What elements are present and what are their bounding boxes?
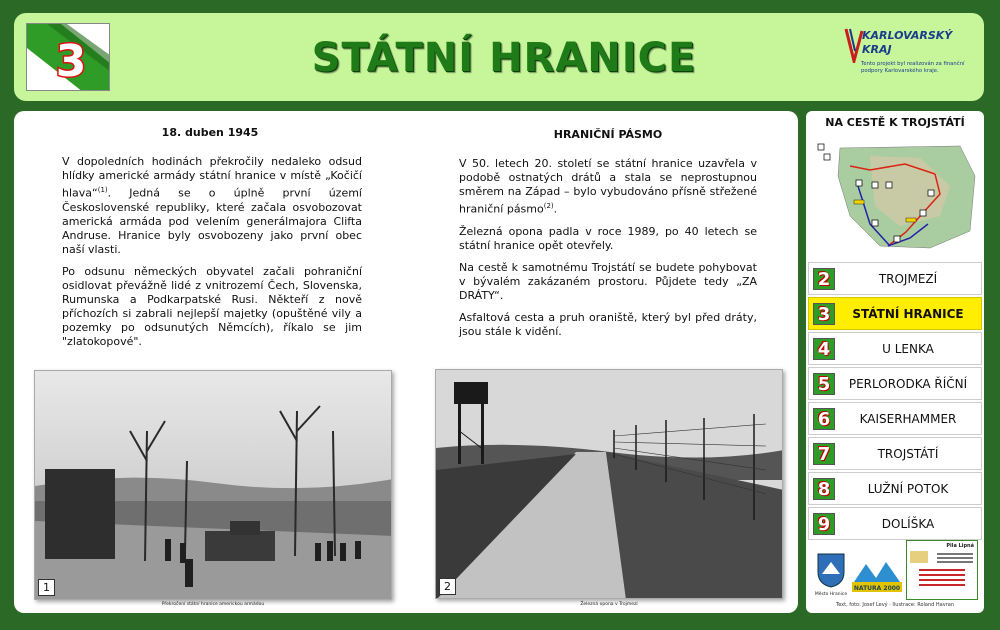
page-title: STÁTNÍ HRANICE — [311, 35, 697, 81]
stop-list — [808, 262, 982, 542]
photo-1-caption: Překročení státní hranice americkou armádou — [161, 602, 265, 607]
partner-logos — [808, 538, 982, 603]
right-paragraph-4: Asfaltová cesta a pruh oraniště, který byl před dráty, jsou stále k vidění. — [459, 310, 757, 338]
left-heading: 18. duben 1945 — [161, 126, 259, 139]
trail-map[interactable] — [810, 136, 980, 258]
stop-item-luzni-potok[interactable] — [808, 472, 982, 505]
left-paragraph-2: Po odsunu německých obyvatel začali pohraniční osidlovat převážně lidé z vnitrozemí Čech, Slovenska, Rumunska a Podkarpatské Rusi. Někteří z nově příchozích si zabrali nejlepší majetky (opuštěné vily a pozemky po odsunutých Němcích), říkalo se jim "zlatokopové". — [62, 264, 362, 348]
right-paragraph-2: Železná opona padla v roce 1989, po 40 letech se státní hranice opět otevřely. — [459, 224, 757, 252]
stop-item-doliska[interactable] — [808, 507, 982, 540]
right-paragraph-1: V 50. letech 20. století se státní hranice uzavřela v podobě ostnatých drátů a stala se neprostupnou směrem na Západ – bylo vybudováno přísně střežené hraniční pásmo$^{(2)}$. — [459, 157, 757, 216]
left-paragraph-1: V dopoledních hodinách překročily nedaleko odsud hlídky americké armády státní hranice v místě „Kočičí hlava“$^{(1)}$. Jedná se o úplně první území Československé republiky, které začala osvobozovat americká armáda pod velením generálmajora Clifta Andruse. Hranice byly osvobozeny jako první obec naší vlasti. — [62, 155, 362, 256]
karlovarsky-kraj-logo — [844, 27, 974, 97]
stop-item-trojstati[interactable] — [808, 437, 982, 470]
kraj-emblem-icon — [844, 27, 864, 63]
photo-2 — [435, 369, 783, 599]
right-heading: HRANIČNÍ PÁSMO — [553, 128, 663, 141]
stop-item-u-lenka[interactable] — [808, 332, 982, 365]
logo-line-1: KARLOVARSKÝ — [862, 29, 953, 42]
right-text — [459, 157, 757, 347]
stop-label: LUŽNÍ POTOK — [867, 482, 949, 496]
natura-icon — [852, 554, 902, 594]
logo-description: Tento projekt byl realizován za finanční podpory Karlovarského kraje. — [861, 61, 965, 74]
sponsor-detail-icon — [907, 551, 977, 591]
header — [14, 13, 984, 101]
stop-label: KAISERHAMMER — [859, 412, 957, 426]
logo-line-2: KRAJ — [862, 43, 892, 56]
stop-item-kaiserhammer[interactable] — [808, 402, 982, 435]
stop-label: TROJMEZÍ — [878, 272, 938, 286]
stop-number-icon: 5 — [813, 373, 835, 395]
town-crest-icon — [814, 552, 848, 588]
photo-2-number: 2 — [439, 578, 456, 595]
stop-number-icon: 7 — [813, 443, 835, 465]
stop-number-icon: 6 — [813, 408, 835, 430]
stop-number-icon: 2 — [813, 268, 835, 290]
sidebar-title: NA CESTĚ K TROJSTÁTÍ — [825, 116, 965, 129]
photo-1-number: 1 — [38, 579, 55, 596]
stop-label: TROJSTÁTÍ — [877, 447, 939, 461]
pila-lipna-sponsor: Pila Lipná — [906, 540, 978, 600]
main-panel — [14, 111, 798, 613]
stop-label: PERLORODKA ŘÍČNÍ — [848, 377, 968, 391]
stop-number-icon: 3 — [813, 303, 835, 325]
stop-number-badge — [26, 23, 110, 91]
stop-label: U LENKA — [882, 342, 934, 356]
stop-item-trojmezi[interactable] — [808, 262, 982, 295]
stop-item-statni-hranice[interactable] — [808, 297, 982, 330]
left-text — [62, 155, 362, 357]
stop-number-icon: 8 — [813, 478, 835, 500]
stop-number-icon: 4 — [813, 338, 835, 360]
stop-label: STÁTNÍ HRANICE — [852, 307, 964, 321]
town-logo: Město Hranice — [814, 552, 848, 600]
photo-1 — [34, 370, 392, 600]
stop-number-icon: 9 — [813, 513, 835, 535]
photo-2-caption: Železná opona v Trojmezí — [580, 602, 638, 607]
svg-text:NATURA 2000: NATURA 2000 — [853, 585, 901, 592]
footer-credit: Text, foto: Josef Levý · Ilustrace: Roland Havran — [835, 602, 954, 608]
right-paragraph-3: Na cestě k samotnému Trojstátí se budete pohybovat v bývalém zakázaném prostoru. Půjdete tedy „ZA DRÁTY“. — [459, 260, 757, 302]
stop-item-perlorodka-ricni[interactable] — [808, 367, 982, 400]
svg-text:3: 3 — [55, 36, 87, 87]
stop-label: DOLÍŠKA — [881, 517, 935, 531]
natura-2000-logo — [852, 554, 902, 594]
sidebar — [806, 111, 984, 613]
